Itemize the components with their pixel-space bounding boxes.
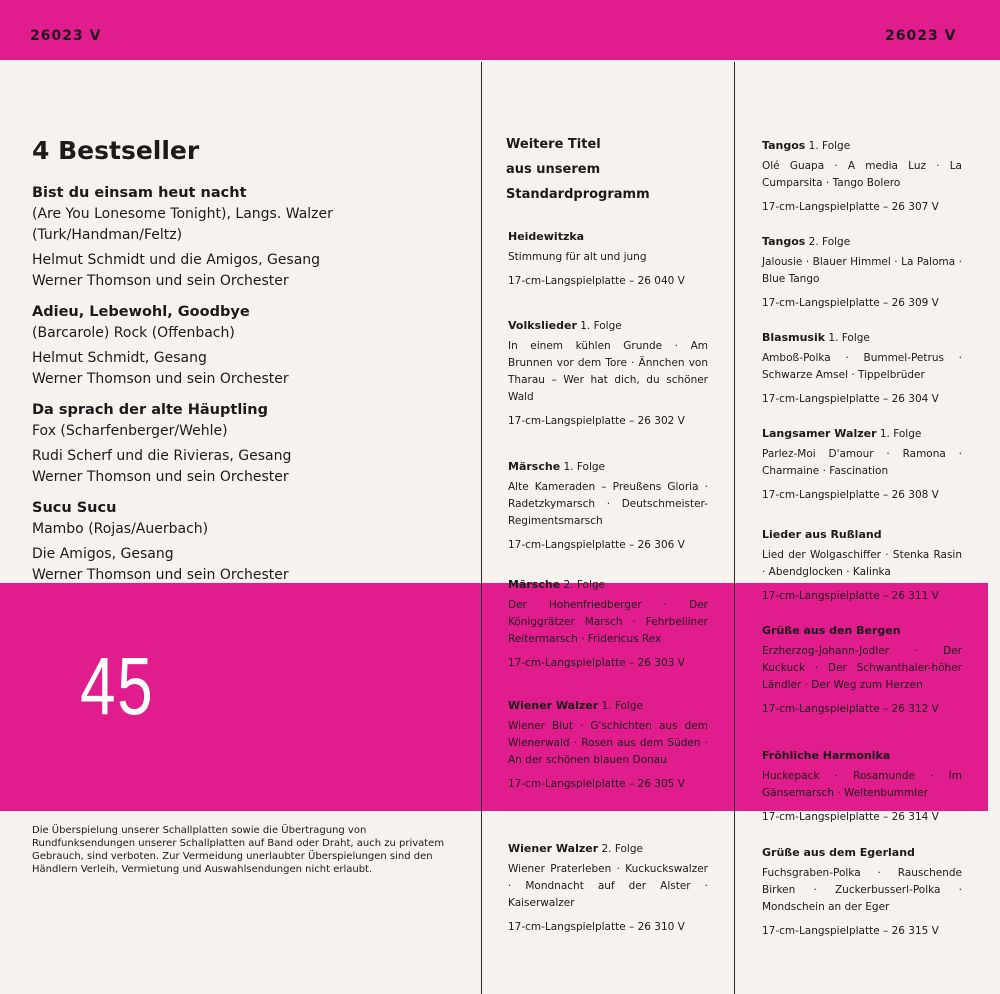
catalog-entry: [762, 329, 962, 408]
song-title: Sucu Sucu: [32, 500, 117, 516]
entry-catalog-number: 17-cm-Langspielplatte – 26 314 V: [762, 811, 939, 823]
catalog-entry: [762, 526, 962, 605]
copyright-notice: Die Überspielung unserer Schallplatten sowie die Übertragung von Rundfunksendungen unserer Schallplatten auf Band oder Draht, auch zu privatem Gebrauch, sind verboten. Zur Vermeidung unerlaubter Überspielungen sind den Händlern Verleih, Vermietung und Auswahlsendungen nicht erlaubt.: [32, 825, 445, 875]
entry-folge: 2. Folge: [563, 579, 605, 591]
song-credit: Helmut Schmidt und die Amigos, Gesang: [32, 252, 321, 268]
catalog-heading: [506, 132, 650, 207]
entry-catalog-number: 17-cm-Langspielplatte – 26 305 V: [508, 778, 685, 790]
entry-title: Tangos: [762, 235, 806, 248]
entry-tracks: Amboß-Polka · Bummel-Petrus · Schwarze Amsel · Tippelbrüder: [762, 352, 962, 381]
entry-folge: 2. Folge: [601, 843, 643, 855]
catalog-number-left: 26023 V: [30, 28, 102, 44]
catalog-entry: [762, 233, 962, 312]
song-title: Bist du einsam heut nacht: [32, 185, 247, 201]
entry-title: Volkslieder: [508, 319, 577, 332]
entry-title: Fröhliche Harmonika: [762, 749, 891, 762]
catalog-entry: [762, 622, 962, 718]
entry-tracks: Der Hohenfriedberger · Der Königgrätzer Marsch · Fehrbelliner Reitermarsch · Fridericus Rex: [508, 599, 708, 645]
entry-tracks: Alte Kameraden – Preußens Gloria · Radetzkymarsch · Deutschmeister-Regimentsmarsch: [508, 481, 708, 527]
catalog-entry: [762, 425, 962, 504]
song-credit: Werner Thomson und sein Orchester: [32, 371, 289, 387]
entry-catalog-number: 17-cm-Langspielplatte – 26 303 V: [508, 657, 685, 669]
song-1: [32, 183, 472, 292]
song-2: [32, 302, 472, 390]
catalog-entry: [508, 697, 708, 793]
catalog-number-right: 26023 V: [885, 28, 957, 44]
entry-catalog-number: 17-cm-Langspielplatte – 26 310 V: [508, 921, 685, 933]
entry-title: Wiener Walzer: [508, 699, 599, 712]
heading-line: aus unserem: [506, 162, 601, 177]
entry-tracks: Wiener Blut · G'schichten aus dem Wienerwald · Rosen aus dem Süden · An der schönen blauen Donau: [508, 720, 708, 766]
entry-title: Langsamer Walzer: [762, 427, 877, 440]
song-credit: Werner Thomson und sein Orchester: [32, 273, 289, 289]
song-credit: Helmut Schmidt, Gesang: [32, 350, 207, 366]
entry-title: Lieder aus Rußland: [762, 528, 882, 541]
song-credit: Die Amigos, Gesang: [32, 546, 174, 562]
entry-title: Grüße aus dem Egerland: [762, 846, 915, 859]
entry-folge: 1. Folge: [828, 332, 870, 344]
bestseller-section: [32, 136, 472, 596]
entry-title: Märsche: [508, 460, 561, 473]
entry-catalog-number: 17-cm-Langspielplatte – 26 302 V: [508, 415, 685, 427]
entry-tracks: Stimmung für alt und jung: [508, 251, 647, 263]
entry-title: Märsche: [508, 578, 561, 591]
song-credit: Werner Thomson und sein Orchester: [32, 567, 289, 583]
entry-catalog-number: 17-cm-Langspielplatte – 26 304 V: [762, 393, 939, 405]
entry-catalog-number: 17-cm-Langspielplatte – 26 312 V: [762, 703, 939, 715]
song-info: Fox (Scharfenberger/Wehle): [32, 423, 228, 439]
entry-catalog-number: 17-cm-Langspielplatte – 26 308 V: [762, 489, 939, 501]
catalog-entry: [508, 458, 708, 554]
song-title: Da sprach der alte Häuptling: [32, 402, 268, 418]
catalog-entry: [762, 747, 962, 826]
catalog-entry: [508, 317, 708, 430]
entry-catalog-number: 17-cm-Langspielplatte – 26 040 V: [508, 275, 685, 287]
heading-line: Standardprogramm: [506, 187, 650, 202]
entry-tracks: Parlez-Moi D'amour · Ramona · Charmaine · Fascination: [762, 448, 962, 477]
catalog-entry: [508, 840, 708, 936]
speed-label-45: 45: [80, 641, 155, 732]
entry-folge: 1. Folge: [879, 428, 922, 440]
heading-line: Weitere Titel: [506, 137, 601, 152]
column-divider-1: [481, 62, 482, 994]
song-3: [32, 400, 472, 488]
entry-tracks: Lied der Wolgaschiffer · Stenka Rasin · Abendglocken · Kalinka: [762, 549, 962, 578]
song-credit: Werner Thomson und sein Orchester: [32, 469, 289, 485]
song-credit: Rudi Scherf und die Rivieras, Gesang: [32, 448, 292, 464]
column-divider-2: [734, 62, 735, 994]
entry-catalog-number: 17-cm-Langspielplatte – 26 306 V: [508, 539, 685, 551]
page-title: 4 Bestseller: [32, 136, 200, 165]
entry-folge: 1. Folge: [808, 140, 851, 152]
entry-title: Tangos: [762, 139, 806, 152]
entry-tracks: Olé Guapa · A media Luz · La Cumparsita · Tango Bolero: [762, 160, 962, 189]
song-info: (Barcarole) Rock (Offenbach): [32, 325, 235, 341]
song-4: [32, 498, 472, 586]
entry-folge: 1. Folge: [580, 320, 622, 332]
catalog-entry: [508, 228, 708, 290]
entry-tracks: Wiener Praterleben · Kuckuckswalzer · Mondnacht auf der Alster · Kaiserwalzer: [508, 863, 708, 909]
entry-catalog-number: 17-cm-Langspielplatte – 26 315 V: [762, 925, 939, 937]
catalog-entry: [508, 576, 708, 672]
entry-catalog-number: 17-cm-Langspielplatte – 26 309 V: [762, 297, 939, 309]
catalog-entry: [762, 137, 962, 216]
entry-catalog-number: 17-cm-Langspielplatte – 26 307 V: [762, 201, 939, 213]
entry-catalog-number: 17-cm-Langspielplatte – 26 311 V: [762, 590, 939, 602]
entry-tracks: Fuchsgraben-Polka · Rauschende Birken · Zuckerbusserl-Polka · Mondschein an der Eger: [762, 867, 962, 913]
entry-tracks: Jalousie · Blauer Himmel · La Paloma · Blue Tango: [762, 256, 962, 285]
entry-title: Grüße aus den Bergen: [762, 624, 901, 637]
song-info: Mambo (Rojas/Auerbach): [32, 521, 209, 537]
entry-folge: 1. Folge: [601, 700, 643, 712]
entry-folge: 2. Folge: [808, 236, 851, 248]
entry-tracks: In einem kühlen Grunde · Am Brunnen vor dem Tore · Ännchen von Tharau – Wer hat dich, du schöner Wald: [508, 340, 708, 403]
song-info: (Turk/Handman/Feltz): [32, 227, 183, 243]
song-title: Adieu, Lebewohl, Goodbye: [32, 304, 250, 320]
entry-tracks: Erzherzog-Johann-Jodler · Der Kuckuck · Der Schwanthaler-höher Ländler · Der Weg zum Herzen: [762, 645, 962, 691]
entry-tracks: Huckepack · Rosamunde · Im Gänsemarsch · Weltenbummler: [762, 770, 962, 799]
entry-title: Blasmusik: [762, 331, 826, 344]
entry-title: Wiener Walzer: [508, 842, 599, 855]
catalog-entry: [762, 844, 962, 940]
top-pink-band: [0, 0, 1000, 60]
song-info: (Are You Lonesome Tonight), Langs. Walzer: [32, 206, 333, 222]
entry-folge: 1. Folge: [563, 461, 605, 473]
entry-title: Heidewitzka: [508, 230, 585, 243]
